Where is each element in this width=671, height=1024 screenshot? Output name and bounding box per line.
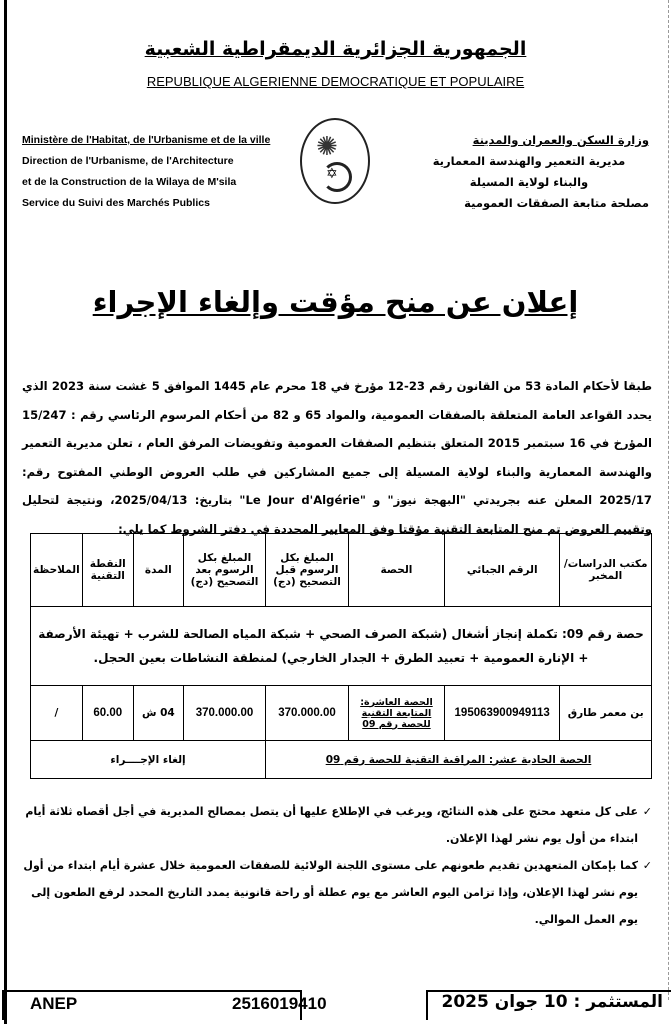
col-header: المبلغ بكل الرسوم بعد التصحيح (دج) bbox=[183, 534, 265, 607]
col-header: المبلغ بكل الرسوم قبل التصحيح (دج) bbox=[266, 534, 349, 607]
col-header: المدة bbox=[133, 534, 183, 607]
star-icon: ✡ bbox=[326, 166, 338, 182]
arabic-header-block bbox=[409, 130, 649, 214]
col-header: الرقم الجبائي bbox=[444, 534, 559, 607]
col-header: مكتب الدراسات/ المخبر bbox=[560, 534, 652, 607]
award-table bbox=[30, 533, 652, 779]
cell-tech-score: 60.00 bbox=[82, 686, 133, 741]
anep-label: ANEP bbox=[30, 994, 78, 1013]
note-item bbox=[22, 852, 652, 933]
table-header-row bbox=[31, 534, 652, 607]
cell-lot: الحصة العاشرة: المتابعة التقنية للحصة رقم 09 bbox=[348, 686, 444, 741]
notes-list bbox=[22, 798, 652, 933]
arabic-republic-title: الجمهورية الجزائرية الديمقراطية الشعبية bbox=[144, 38, 527, 60]
cell-lot-11: الحصة الحادية عشر: المراقبة التقنية للحصة رقم 09 bbox=[266, 741, 652, 779]
footer bbox=[22, 990, 669, 1020]
table-row bbox=[31, 741, 652, 779]
right-border bbox=[668, 0, 669, 1000]
publication-date: المستثمر : 10 جوان 2025 bbox=[441, 992, 663, 1012]
note-text: كما بإمكان المتعهدين تقديم طعونهم على مستوى اللجنة الولائية للصفقات العمومية خلال عشرة أيام ابتداء من أول يوم نشر لهذا الإعلان، وإذا تزامن اليوم العاشر مع يوم عطلة أو راحة قانونية يمدد التاريخ المحدد لرفع الطعون إلى يوم العمل الموالي. bbox=[23, 859, 638, 926]
announcement-title: إعلان عن منح مؤقت وإلغاء الإجراء bbox=[92, 285, 579, 319]
col-header: الملاحظة bbox=[31, 534, 83, 607]
ar-line: وزارة السكن والعمران والمدينة bbox=[472, 133, 649, 147]
col-header: النقطة التقنية bbox=[82, 534, 133, 607]
col-header: الحصة bbox=[348, 534, 444, 607]
cell-bureau: بن معمر طارق bbox=[560, 686, 652, 741]
lot-title: حصة رقم 09: تكملة إنجاز أشغال (شبكة الصرف الصحي + شبكة المياه الصالحة للشرب + تهيئة الأرصفة + الإنارة العمومية + تعبيد الطرق + الجدار الخارجي) لمنطقة النشاطات بعين الحجل. bbox=[31, 607, 652, 686]
cell-tax-id: 195063900949113 bbox=[444, 686, 559, 741]
table-row bbox=[31, 686, 652, 741]
ar-line: والبناء لولاية المسيلة bbox=[469, 175, 589, 189]
cell-amount-after: 370.000.00 bbox=[183, 686, 265, 741]
cell-cancel: إلغاء الإجــــراء bbox=[31, 741, 266, 779]
anep-code: 2516019410 bbox=[232, 994, 327, 1013]
left-border bbox=[4, 0, 7, 1024]
palm-icon: ✺ bbox=[316, 132, 338, 162]
note-item bbox=[22, 798, 652, 852]
fr-line: Direction de l'Urbanisme, de l'Architecture bbox=[22, 155, 234, 167]
cell-amount-before: 370.000.00 bbox=[266, 686, 349, 741]
checkmark-icon: ✓ bbox=[642, 859, 652, 872]
announcement-paragraph: طبقا لأحكام المادة 53 من القانون رقم 23-12 مؤرخ في 18 محرم عام 1445 الموافق 5 غشت سنة 2023 الذي يحدد القواعد العامة المتعلقة بالصفقات العمومية، والمواد 65 و 82 من أحكام المرسوم الرئاسي رقم : 15/247 المؤرخ في 16 سبتمبر 2015 المتعلق بتنظيم الصفقات العمومية وتفويضات المرفق العام ، تعلن مديرية التعمير والهندسة المعمارية والبناء لولاية المسيلة إلى جميع المشاركين في طلب العروض الوطني المفتوح رقم: 2025/17 المعلن عنه بجريدتي "البهجة نيوز" و "Le Jour d'Algérie" بتاريخ: 2025/04/13، ونتيجة لتحليل وتقييم العروض تم منح المتابعة التقنية مؤقتا وفق المعايير المحددة في دفتر الشروط كما يلي: bbox=[22, 379, 652, 536]
note-text: على كل متعهد محتج على هذه النتائج، ويرغب في الإطلاع عليها أن يتصل بمصالح المديرية في أجل أقصاه ثلاثة أيام ابتداء من أول يوم نشر لهذا الإعلان. bbox=[25, 805, 638, 845]
fr-line: Service du Suivi des Marchés Publics bbox=[22, 197, 210, 209]
ar-line: مصلحة متابعة الصفقات العمومية bbox=[464, 196, 649, 210]
checkmark-icon: ✓ bbox=[642, 805, 652, 818]
ar-line: مديرية التعمير والهندسة المعمارية bbox=[432, 154, 626, 168]
fr-line: et de la Construction de la Wilaya de M'sila bbox=[22, 176, 237, 188]
cell-note: / bbox=[31, 686, 83, 741]
state-emblem-seal bbox=[300, 118, 370, 204]
cell-duration: 04 ش bbox=[133, 686, 183, 741]
french-republic-title: REPUBLIQUE ALGERIENNE DEMOCRATIQUE ET POPULAIRE bbox=[146, 74, 525, 89]
french-header-block bbox=[22, 130, 270, 214]
fr-line: Ministère de l'Habitat, de l'Urbanisme et de la ville bbox=[22, 134, 271, 146]
lot-row bbox=[31, 607, 652, 686]
